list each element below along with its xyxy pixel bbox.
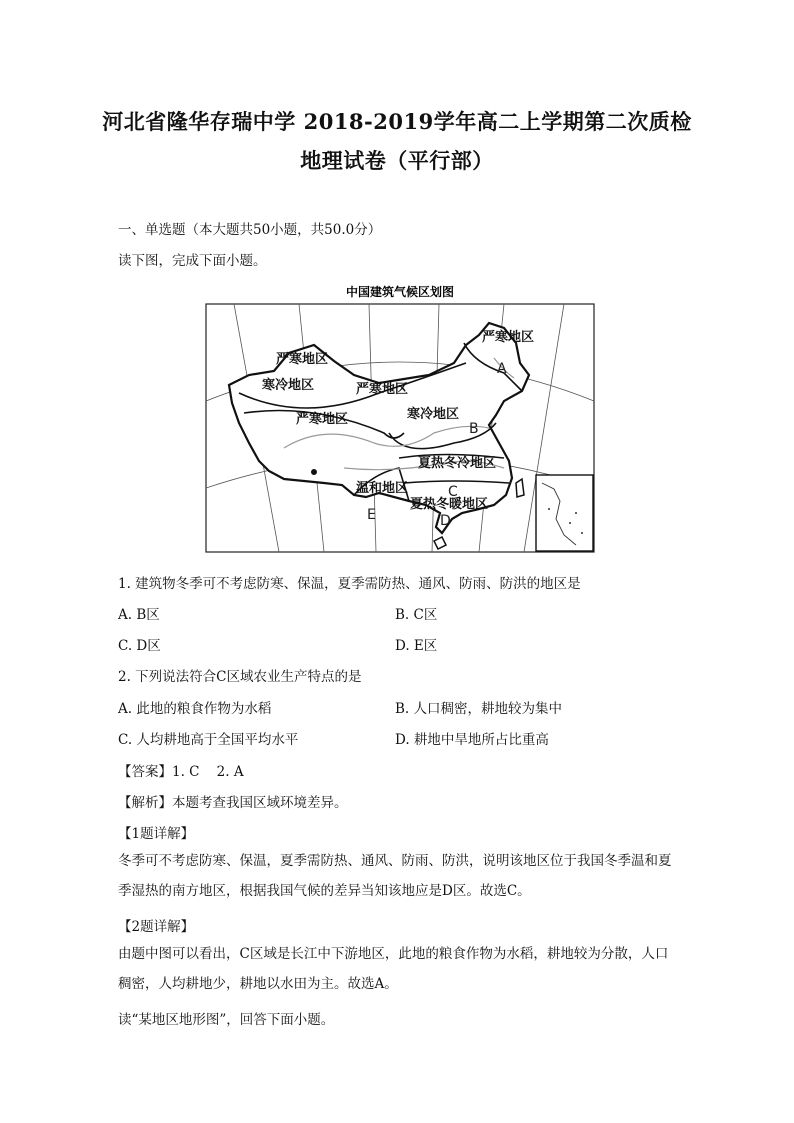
map-title: 中国建筑气候区划图 [345,285,455,299]
question-1-option-a: A. B区 [118,607,160,623]
section-heading: 一、单选题（本大题共50小题，共50.0分） [118,222,382,238]
page-title-line2: 地理试卷（平行部） [300,148,494,173]
analysis-text: 本题考查我国区域环境差异。 [172,795,348,811]
detail-2-text: 由题中图可以看出，C区域是长江中下游地区，此地的粮食作物为水稻，耕地较为分散，人口稠密，人均耕地少，耕地以水田为主。故选A。 [118,946,669,992]
label-xiare-dongnuan: 夏热冬暖地区 [410,497,489,512]
south-sea-inset [536,475,593,551]
zone-letter-e: E [367,507,376,523]
capital-dot [311,469,317,475]
answer-line [118,760,244,780]
zone-letter-d: D [440,513,451,529]
zone-letter-c: C [448,484,458,500]
zone-letter-a: A [497,361,507,377]
detail-1-text: 冬季可不考虑防寒、保温，夏季需防热、通风、防雨、防洪，说明该地区位于我国冬季温和夏季湿热的南方地区，根据我国气候的差异当知该地应是D区。故选C。 [118,853,672,899]
detail-2-label: 【2题详解】 [118,919,195,935]
question-1-option-c: C. D区 [118,638,161,654]
analysis-line [118,791,348,811]
label-yanhan-tibet: 严寒地区 [296,412,349,427]
label-hanleng-e: 寒冷地区 [407,407,460,422]
label-xiare-dongleng: 夏热冬冷地区 [418,456,497,471]
question-1-option-d: D. E区 [395,638,438,654]
label-hanleng-w: 寒冷地区 [262,378,315,393]
next-intro: 读“某地区地形图”，回答下面小题。 [118,1012,335,1028]
taiwan-island [516,479,524,497]
label-yanhan-mid: 严寒地区 [356,382,409,397]
question-1-stem: 1. 建筑物冬季可不考虑防寒、保温，夏季需防热、通风、防雨、防洪的地区是 [118,576,581,592]
label-wenhe: 温和地区 [356,481,409,496]
detail-1-label: 【1题详解】 [118,826,195,842]
climate-zone-map [204,283,596,555]
page-title-line1: 河北省隆华存瑞中学 2018-2019学年高二上学期第二次质检 [102,109,692,134]
question-2-option-a: A. 此地的粮食作物为水稻 [118,701,272,717]
analysis-label: 【解析】 [118,795,172,811]
question-2-option-c: C. 人均耕地高于全国平均水平 [118,732,299,748]
answer-label: 【答案】 [118,764,172,780]
question-2-stem: 2. 下列说法符合C区域农业生产特点的是 [118,669,362,685]
label-yanhan-ne: 严寒地区 [482,330,535,345]
question-1-option-b: B. C区 [395,607,438,623]
zone-letter-b: B [469,421,479,437]
question-2-option-b: B. 人口稠密，耕地较为集中 [395,701,563,717]
question-2-option-d: D. 耕地中旱地所占比重高 [395,732,549,748]
answer-text: 1. C 2. A [172,764,244,780]
label-yanhan-nw: 严寒地区 [276,352,329,367]
section-intro: 读下图，完成下面小题。 [118,253,267,269]
